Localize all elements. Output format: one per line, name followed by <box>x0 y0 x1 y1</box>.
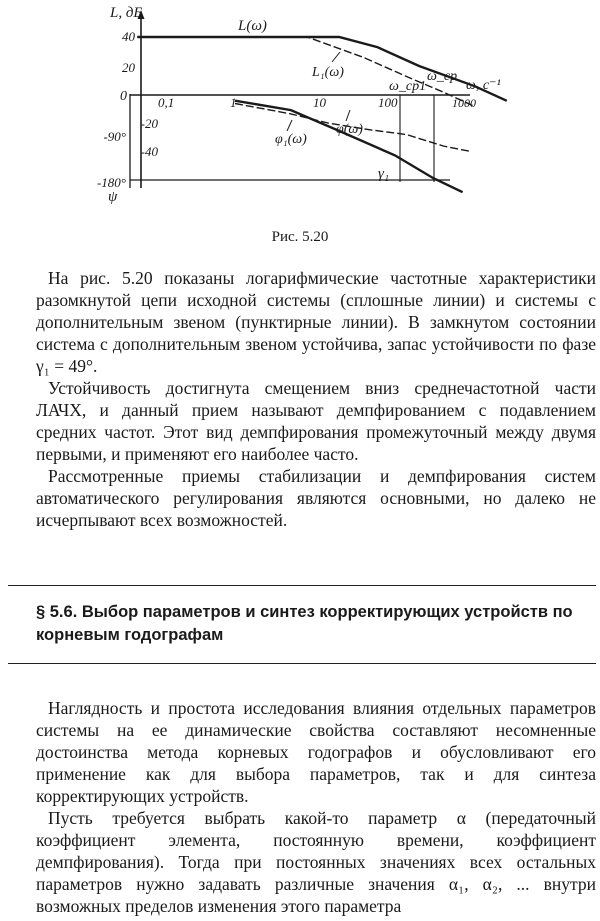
paragraph-root-locus-advantages: Наглядность и простота исследования влияния отдельных параметров системы на ее динамические свойства составляют несомненные достоинства метода корневых годографов и обусловливают его применение как для выбора параметров, так и для синтеза корректирующих устройств. <box>36 698 596 806</box>
mag-tick-minus-20: -20 <box>140 116 158 131</box>
x-tick-1: 1 <box>230 95 237 110</box>
magnitude-axis-label: L, дБ <box>110 5 143 21</box>
x-tick-100: 100 <box>378 95 398 110</box>
phase-axis-label: ψ <box>108 189 118 205</box>
phase-tick-minus-180: -180° <box>96 175 126 190</box>
paragraph-stability: Устойчивость достигнута смещением вниз среднечастотной части ЛАЧХ, и данный прием называют демпфированием с подавлением средних частот. Этот вид демпфирования промежуточный между двумя первыми, и применяют его наиболее часто. <box>36 378 596 464</box>
lfc-chart <box>0 0 600 232</box>
series-phi-leader <box>346 110 350 121</box>
series-L1-label: L₁(ω) <box>312 65 344 80</box>
x-tick-0-1: 0,1 <box>158 95 175 110</box>
paragraph-parameter-selection: Пусть требуется выбрать какой-то параметр α (передаточный коэффициент элемента, постоянную времени, коэффициент демпфирования). Тогда при постоянных значениях всех остальных параметров нужно задавать различные значения α₁, α₂, ... внутри возможных пределов изменения этого параметра <box>36 808 596 916</box>
mag-tick-20: 20 <box>122 60 135 75</box>
series-phi1-leader <box>287 120 292 131</box>
phase-tick-minus-90: -90° <box>103 129 126 144</box>
x-tick-1000: 1000 <box>452 96 476 110</box>
omega-sr1-label: ω_ср1 <box>389 79 427 94</box>
mag-tick-minus-40: -40 <box>140 144 158 159</box>
x-tick-10: 10 <box>313 95 326 110</box>
mag-tick-0: 0 <box>120 89 127 104</box>
series-phi-label: φ(ω) <box>336 122 363 137</box>
mag-tick-40: 40 <box>122 29 135 44</box>
figure-caption: Рис. 5.20 <box>271 229 329 245</box>
series-L1-leader <box>332 52 340 62</box>
omega-sr-label: ω_ср <box>427 69 458 84</box>
gamma1-label: γ₁ <box>378 166 390 182</box>
series-phi1-label: φ₁(ω) <box>275 132 307 147</box>
section-heading: § 5.6. Выбор параметров и синтез корректирующих устройств по корневым годографам <box>36 603 573 644</box>
series-L-label: L(ω) <box>238 18 267 34</box>
section-rule-top <box>8 585 596 586</box>
section-rule-bottom <box>8 663 596 664</box>
paragraph-figure-description: На рис. 5.20 показаны логарифмические частотные характеристики разомкнутой цепи исходной системы (сплошные линии) и системы с дополнительным звеном (пунктирные линии). В замкнутом состоянии система с дополнительным звеном устойчива, запас устойчивости по фазе γ₁ = 49°. <box>36 268 596 376</box>
series-L1-curve <box>137 37 475 107</box>
paragraph-methods: Рассмотренные приемы стабилизации и демпфирования систем автоматического регулирования являются основными, но далеко не исчерпывают всех возможностей. <box>36 466 596 530</box>
x-axis-label: ω, c⁻¹ <box>466 78 501 93</box>
